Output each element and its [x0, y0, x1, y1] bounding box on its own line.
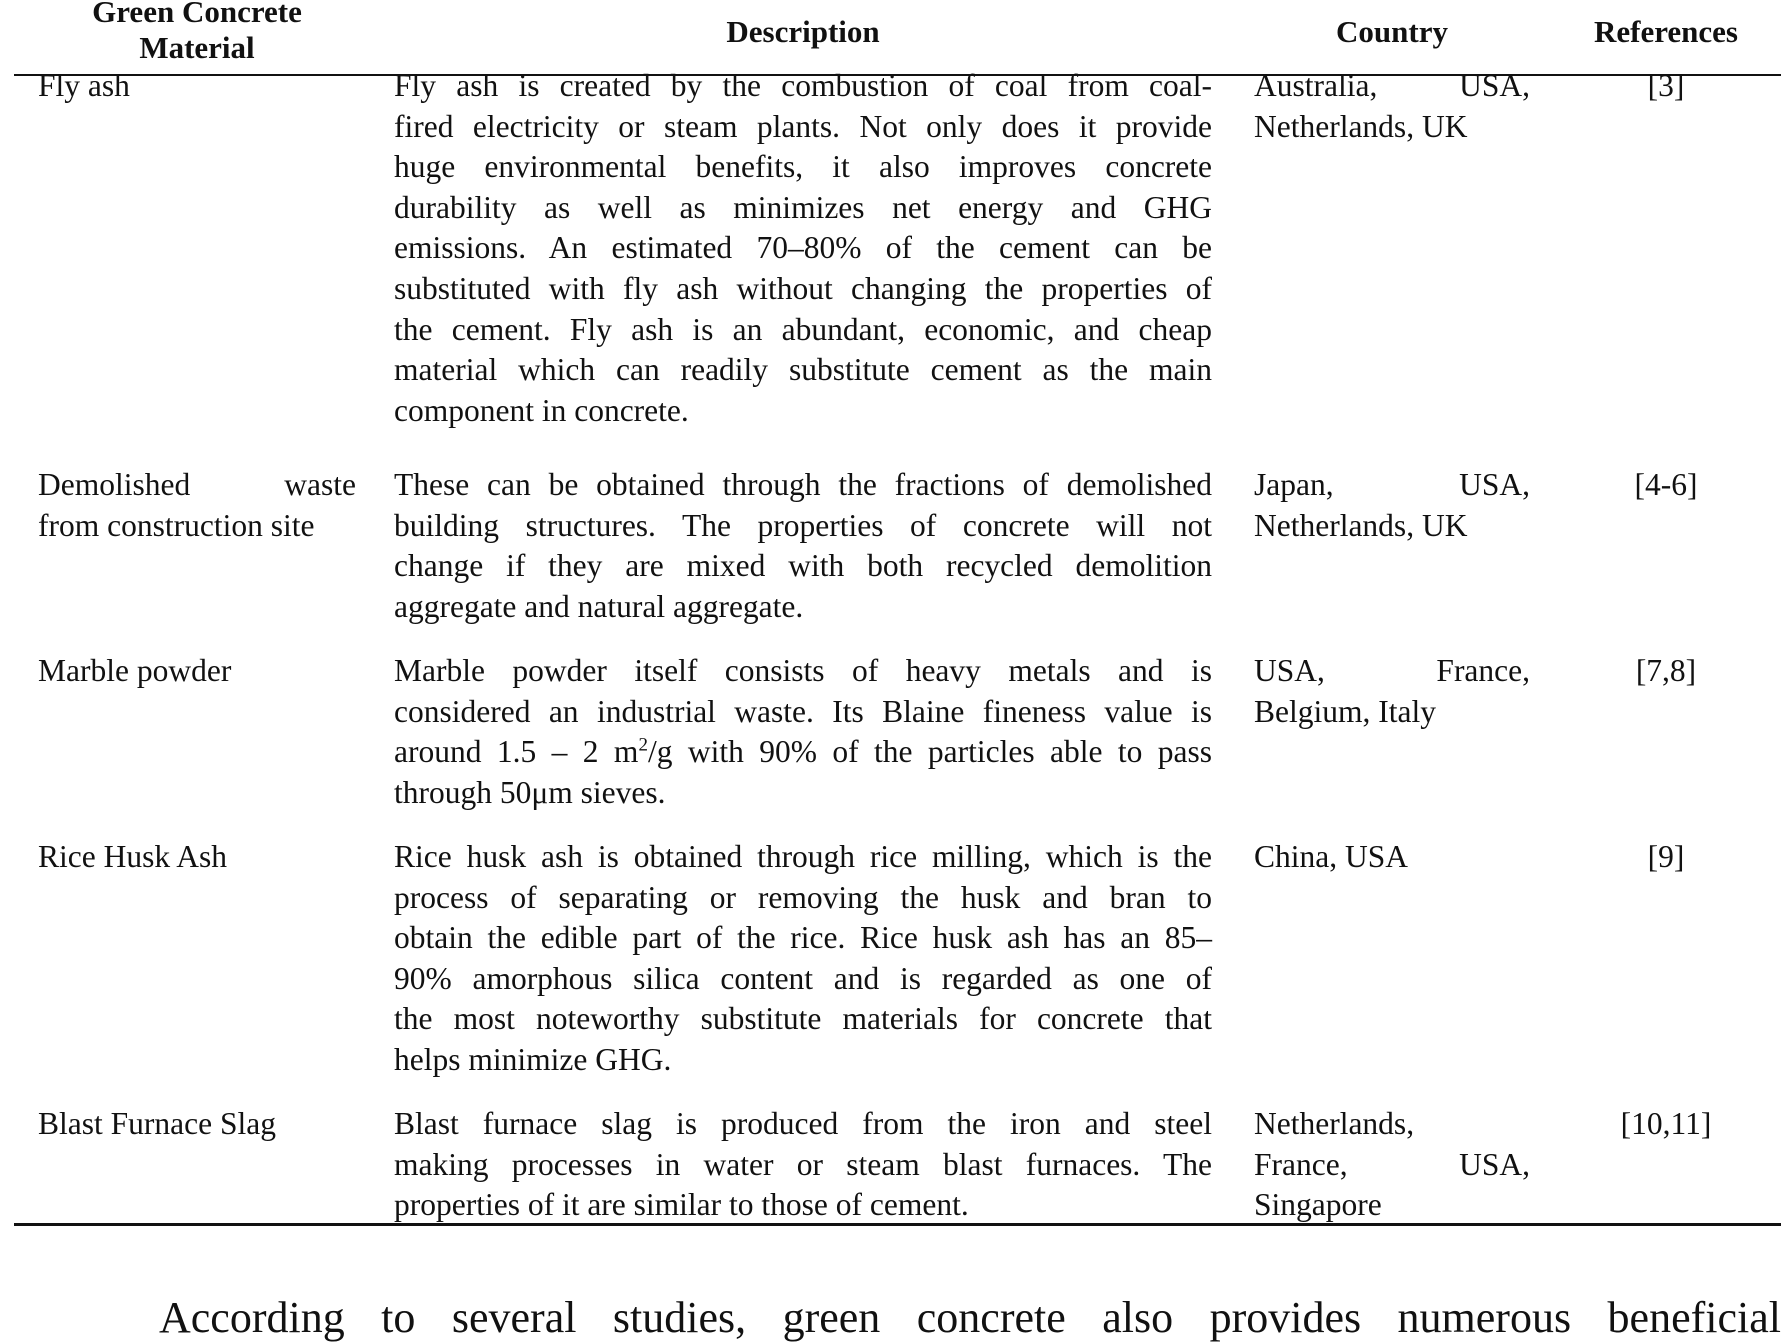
description-line: building structures. The properties of concrete will not: [394, 507, 1212, 543]
description-line: emissions. An estimated 70–80% of the cement can be: [394, 230, 1212, 266]
description-line: component in concrete.: [394, 392, 689, 428]
description-line-with-superscript: [394, 732, 1212, 773]
row-marble-powder-references: [7,8]: [1635, 653, 1697, 688]
row-fly-ash-description: [394, 66, 1212, 431]
description-line: aggregate and natural aggregate.: [394, 588, 804, 624]
country-line: Belgium, Italy: [1254, 693, 1436, 729]
row-marble-powder-material: [38, 651, 356, 692]
row-marble-powder-country: [1254, 651, 1530, 732]
description-line: through 50μm sieves.: [394, 774, 666, 810]
superscript: 2: [638, 734, 648, 756]
description-line: Fly ash is created by the combustion of coal from coal-: [394, 68, 1212, 103]
country-line: USA, France,: [1254, 653, 1530, 688]
header-material-line: Green Concrete: [92, 0, 302, 29]
description-fragment: around 1.5 – 2 m: [394, 734, 639, 770]
description-line: 90% amorphous silica content and is regarded as one of: [394, 960, 1212, 996]
description-line: making processes in water or steam blast furnaces. The: [394, 1146, 1212, 1182]
row-rice-husk-ash-country: [1254, 837, 1530, 878]
header-material-line: Material: [139, 30, 255, 65]
row-demolished-waste-country: [1254, 465, 1530, 546]
material-line: Marble powder: [38, 653, 232, 688]
row-blast-furnace-slag-references: [10,11]: [1620, 1106, 1712, 1141]
header-description: Description: [726, 14, 880, 49]
description-line: process of separating or removing the husk and bran to: [394, 879, 1212, 915]
country-line: China, USA: [1254, 839, 1409, 874]
material-line: Rice Husk Ash: [38, 839, 227, 874]
country-line: Singapore: [1254, 1187, 1382, 1223]
description-line: substituted with fly ash without changing the properties of: [394, 270, 1212, 306]
body-paragraph: [14, 1292, 1781, 1344]
description-line: Rice husk ash is obtained through rice milling, which is the: [394, 839, 1212, 874]
row-marble-powder-description: [394, 651, 1212, 813]
material-line: from construction site: [38, 507, 315, 543]
material-line: Demolished waste: [38, 467, 356, 502]
table-bottom-rule: [14, 1223, 1781, 1226]
country-line: France, USA,: [1254, 1146, 1530, 1182]
material-line: Blast Furnace Slag: [38, 1106, 276, 1141]
row-blast-furnace-slag-country: [1254, 1104, 1530, 1226]
row-fly-ash-material: [38, 66, 356, 107]
paragraph-line: According to several studies, green concrete also provides numerous beneficial: [159, 1293, 1781, 1342]
country-line: Netherlands,: [1254, 1106, 1415, 1141]
row-demolished-waste-references: [4-6]: [1634, 467, 1698, 502]
description-fragment: /g with 90% of the particles able to pass: [647, 734, 1212, 770]
description-line: huge environmental benefits, it also improves concrete: [394, 149, 1212, 185]
description-line: obtain the edible part of the rice. Rice husk ash has an 85–: [394, 920, 1212, 956]
row-fly-ash-country: [1254, 66, 1530, 147]
material-line: Fly ash: [38, 68, 130, 103]
row-fly-ash-references: [3]: [1647, 68, 1685, 103]
description-line: fired electricity or steam plants. Not only does it provide: [394, 108, 1212, 144]
description-line: helps minimize GHG.: [394, 1041, 672, 1077]
row-rice-husk-ash-description: [394, 837, 1212, 1081]
description-line: properties of it are similar to those of cement.: [394, 1187, 969, 1223]
country-line: Japan, USA,: [1254, 467, 1530, 502]
description-line: material which can readily substitute cement as the main: [394, 352, 1212, 388]
country-line: Netherlands, UK: [1254, 507, 1468, 543]
header-references: References: [1593, 14, 1738, 49]
description-line: change if they are mixed with both recycled demolition: [394, 548, 1212, 584]
row-demolished-waste-description: [394, 465, 1212, 627]
description-line: These can be obtained through the fractions of demolished: [394, 467, 1212, 502]
country-line: Netherlands, UK: [1254, 108, 1468, 144]
country-line: Australia, USA,: [1254, 68, 1530, 103]
row-demolished-waste-material: [38, 465, 356, 546]
description-line: Blast furnace slag is produced from the iron and steel: [394, 1106, 1212, 1141]
description-line: durability as well as minimizes net energy and GHG: [394, 189, 1212, 225]
row-rice-husk-ash-references: [9]: [1647, 839, 1685, 874]
description-line: considered an industrial waste. Its Blaine fineness value is: [394, 693, 1212, 729]
header-country: Country: [1336, 14, 1448, 49]
header-green-concrete-material: [14, 0, 380, 66]
description-line: the most noteworthy substitute materials for concrete that: [394, 1001, 1212, 1037]
row-blast-furnace-slag-material: [38, 1104, 356, 1145]
row-rice-husk-ash-material: [38, 837, 356, 878]
description-line: Marble powder itself consists of heavy metals and is: [394, 653, 1212, 688]
description-line: the cement. Fly ash is an abundant, economic, and cheap: [394, 311, 1212, 347]
row-blast-furnace-slag-description: [394, 1104, 1212, 1226]
